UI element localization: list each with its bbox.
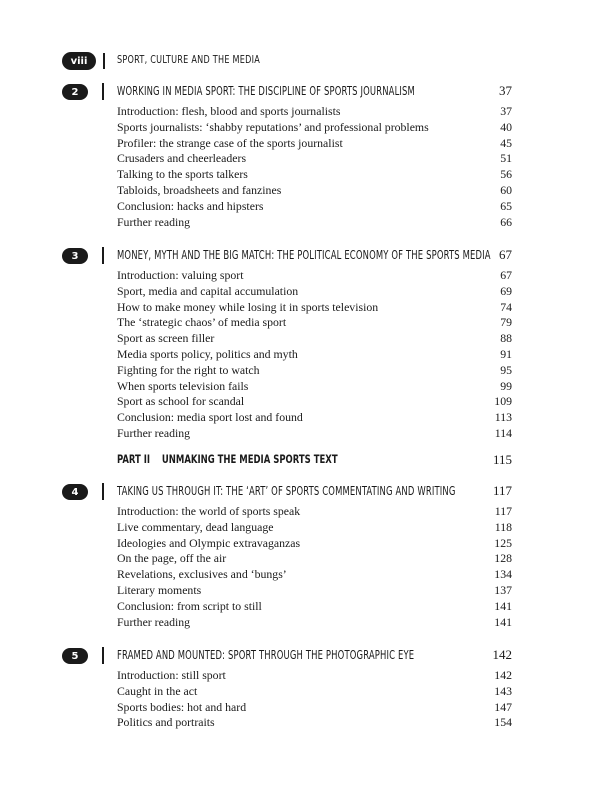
toc-entry: Revelations, exclusives and ‘bungs’ 134 — [117, 567, 512, 582]
toc-entry: Politics and portraits 154 — [117, 715, 512, 730]
chapter-heading — [62, 482, 512, 504]
chapter-page: 67 — [499, 247, 512, 262]
part-heading — [117, 452, 512, 468]
toc-entry: Profiler: the strange case of the sports journalist 45 — [117, 135, 512, 150]
chapter-title: MONEY, MYTH AND THE BIG MATCH: THE POLITICAL ECONOMY OF THE SPORTS MEDIA — [117, 248, 491, 262]
toc-entry: Sport, media and capital accumulation 69 — [117, 283, 512, 298]
chapter-title: TAKING US THROUGH IT: THE ‘ART’ OF SPORTS COMMENTATING AND WRITING — [117, 484, 456, 498]
part-page: 115 — [492, 452, 512, 467]
toc-entry: Conclusion: hacks and hipsters 65 — [117, 198, 512, 213]
toc-entry: Ideologies and Olympic extravaganzas 125 — [117, 535, 512, 550]
chapter-page: 37 — [499, 83, 512, 98]
toc-entry: When sports television fails 99 — [117, 378, 512, 393]
toc-entry: Further reading 141 — [117, 614, 512, 629]
toc-entry: Introduction: still sport 142 — [117, 668, 512, 682]
toc-entry: Crusaders and cheerleaders 51 — [117, 151, 512, 166]
chapter-5 — [62, 646, 512, 731]
header-divider — [103, 53, 105, 69]
chapter-number-badge: 3 — [62, 248, 88, 264]
toc-entry: Live commentary, dead language 118 — [117, 519, 512, 534]
chapter-heading — [62, 646, 512, 668]
running-title: SPORT, CULTURE AND THE MEDIA — [117, 53, 261, 66]
chapter-divider — [102, 483, 104, 500]
toc-entry: On the page, off the air 128 — [117, 551, 512, 566]
toc-entry: The ‘strategic chaos’ of media sport 79 — [117, 315, 512, 330]
toc-entry: Further reading 66 — [117, 214, 512, 229]
toc-entry: Further reading 114 — [117, 425, 512, 440]
chapter-number-badge: 2 — [62, 84, 88, 100]
toc-entry: Conclusion: from script to still 141 — [117, 598, 512, 613]
chapter-heading — [62, 246, 512, 268]
chapter-title: WORKING IN MEDIA SPORT: THE DISCIPLINE OF SPORTS JOURNALISM — [117, 84, 415, 98]
chapter-heading — [62, 82, 512, 104]
toc-entry: How to make money while losing it in sports television 74 — [117, 299, 512, 314]
toc-entry: Fighting for the right to watch 95 — [117, 362, 512, 377]
chapter-page: 117 — [492, 483, 512, 498]
chapter-4 — [62, 482, 512, 630]
toc-entry: Sport as screen filler 88 — [117, 331, 512, 346]
chapter-divider — [102, 247, 104, 264]
toc-entry: Tabloids, broadsheets and fanzines 60 — [117, 182, 512, 197]
toc-entry: Conclusion: media sport lost and found 113 — [117, 410, 512, 425]
chapter-page: 142 — [492, 647, 512, 662]
toc-entry: Literary moments 137 — [117, 582, 512, 597]
chapter-title: FRAMED AND MOUNTED: SPORT THROUGH THE PHOTOGRAPHIC EYE — [117, 648, 415, 662]
page-number-badge: viii — [62, 52, 96, 70]
chapter-divider — [102, 83, 104, 100]
running-header — [62, 51, 261, 71]
toc-entry: Introduction: flesh, blood and sports journalists 37 — [117, 104, 512, 118]
toc-entry: Introduction: valuing sport 67 — [117, 268, 512, 282]
chapter-3 — [62, 246, 512, 442]
toc-entry: Introduction: the world of sports speak 117 — [117, 504, 512, 518]
chapter-number-badge: 5 — [62, 648, 88, 664]
part-title: PART II UNMAKING THE MEDIA SPORTS TEXT — [117, 452, 338, 466]
chapter-divider — [102, 647, 104, 664]
toc-entry: Sports journalists: ‘shabby reputations’ and professional problems 40 — [117, 119, 512, 134]
chapter-number-badge: 4 — [62, 484, 88, 500]
toc-entry: Media sports policy, politics and myth 91 — [117, 346, 512, 361]
toc-entry: Sports bodies: hot and hard 147 — [117, 699, 512, 714]
chapter-2 — [62, 82, 512, 230]
toc-entry: Talking to the sports talkers 56 — [117, 167, 512, 182]
toc-entry: Sport as school for scandal 109 — [117, 394, 512, 409]
toc-entry: Caught in the act 143 — [117, 683, 512, 698]
